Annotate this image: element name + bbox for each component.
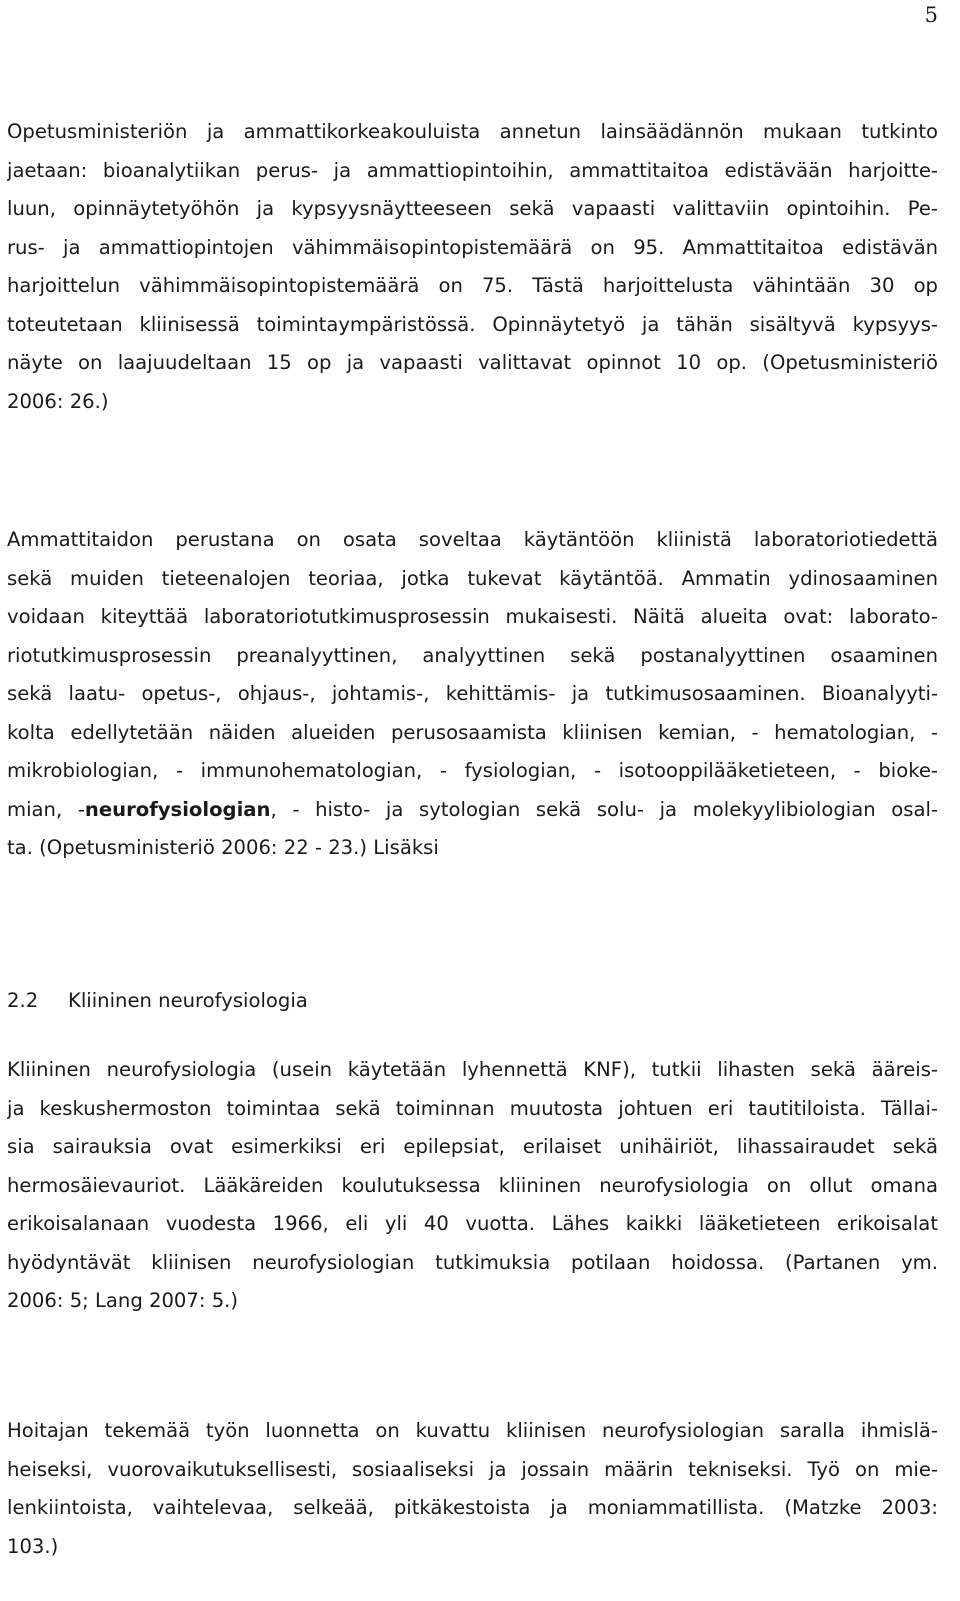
text-line: jaetaan: bioanalytiikan perus- ja ammattiopintoihin, ammattitaitoa edistävään harjoitte- xyxy=(7,158,938,182)
text-line: lenkiintoista, vaihtelevaa, selkeää, pitkäkestoista ja moniammatillista. (Matzke 2003: xyxy=(7,1496,938,1519)
text-line: Ammattitaidon perustana on osata soveltaa käytäntöön kliinistä laboratoriotiedettä xyxy=(7,528,938,551)
text-line: näyte on laajuudeltaan 15 op ja vapaasti valittavat opinnot 10 op. (Opetusministeriö xyxy=(7,351,938,374)
text-fragment: , - histo- ja sytologian sekä solu- ja molekyylibiologian osal- xyxy=(270,797,938,821)
text-line: heiseksi, vuorovaikutuksellisesti, sosiaaliseksi ja jossain määrin tekniseksi. Työ on mie- xyxy=(7,1457,938,1481)
page-number: 5 xyxy=(924,3,938,27)
text-fragment: mian, - xyxy=(7,797,85,821)
text-line: riotutkimusprosessin preanalyyttinen, analyyttinen sekä postanalyyttinen osaaminen xyxy=(7,643,938,667)
text-line: voidaan kiteyttää laboratoriotutkimusprosessin mukaisesti. Näitä alueita ovat: laborato- xyxy=(7,605,938,628)
paragraph-4 xyxy=(7,1412,938,1566)
text-line-with-bold xyxy=(7,791,938,830)
text-line: sekä muiden tieteenalojen teoriaa, jotka tukevat käytäntöä. Ammatin ydinosaaminen xyxy=(7,566,938,590)
text-line: toteutetaan kliinisessä toimintaympäristössä. Opinnäytetyö ja tähän sisältyvä kypsyys- xyxy=(7,312,938,336)
section-number: 2.2 xyxy=(7,989,39,1012)
text-line: ta. (Opetusministeriö 2006: 22 - 23.) Lisäksi xyxy=(7,836,439,859)
section-title: Kliininen neurofysiologia xyxy=(68,989,308,1012)
text-line: ja keskushermoston toimintaa sekä toiminnan muutosta johtuen eri tautitiloista. Tällai- xyxy=(7,1096,938,1120)
text-line: kolta edellytetään näiden alueiden perusosaamista kliinisen kemian, - hematologian, - xyxy=(7,720,938,744)
text-line: Kliininen neurofysiologia (usein käytetään lyhennettä KNF), tutkii lihasten sekä ääreis- xyxy=(7,1058,938,1081)
text-line: Opetusministeriön ja ammattikorkeakouluista annetun lainsäädännön mukaan tutkinto xyxy=(7,120,938,143)
bold-term: neurofysiologian xyxy=(84,797,271,821)
paragraph-3 xyxy=(7,1051,938,1321)
paragraph-2 xyxy=(7,521,938,868)
text-line: luun, opinnäytetyöhön ja kypsyysnäytteeseen sekä vapaasti valittaviin opintoihin. Pe- xyxy=(7,197,938,220)
text-line: rus- ja ammattiopintojen vähimmäisopintopistemäärä on 95. Ammattitaitoa edistävän xyxy=(7,235,938,259)
text-line: harjoittelun vähimmäisopintopistemäärä on 75. Tästä harjoittelusta vähintään 30 op xyxy=(7,274,938,297)
text-line: mikrobiologian, - immunohematologian, - fysiologian, - isotooppilääketieteen, - bioke- xyxy=(7,759,938,782)
text-line: 2006: 26.) xyxy=(7,389,109,413)
text-line: hermosäievauriot. Lääkäreiden koulutuksessa kliininen neurofysiologia on ollut omana xyxy=(7,1173,938,1197)
text-line: hyödyntävät kliinisen neurofysiologian tutkimuksia potilaan hoidossa. (Partanen ym. xyxy=(7,1250,938,1274)
paragraph-1 xyxy=(7,113,938,421)
section-heading xyxy=(7,982,308,1020)
text-line: Hoitajan tekemää työn luonnetta on kuvattu kliinisen neurofysiologian saralla ihmislä- xyxy=(7,1419,938,1442)
text-line: 103.) xyxy=(7,1534,59,1558)
text-line: sekä laatu- opetus-, ohjaus-, johtamis-, kehittämis- ja tutkimusosaaminen. Bioanalyyti- xyxy=(7,682,938,705)
text-line: sia sairauksia ovat esimerkiksi eri epilepsiat, erilaiset unihäiriöt, lihassairaudet sekä xyxy=(7,1135,938,1158)
text-line: 2006: 5; Lang 2007: 5.) xyxy=(7,1289,239,1312)
text-line: erikoisalanaan vuodesta 1966, eli yli 40 vuotta. Lähes kaikki lääketieteen erikoisalat xyxy=(7,1212,938,1235)
